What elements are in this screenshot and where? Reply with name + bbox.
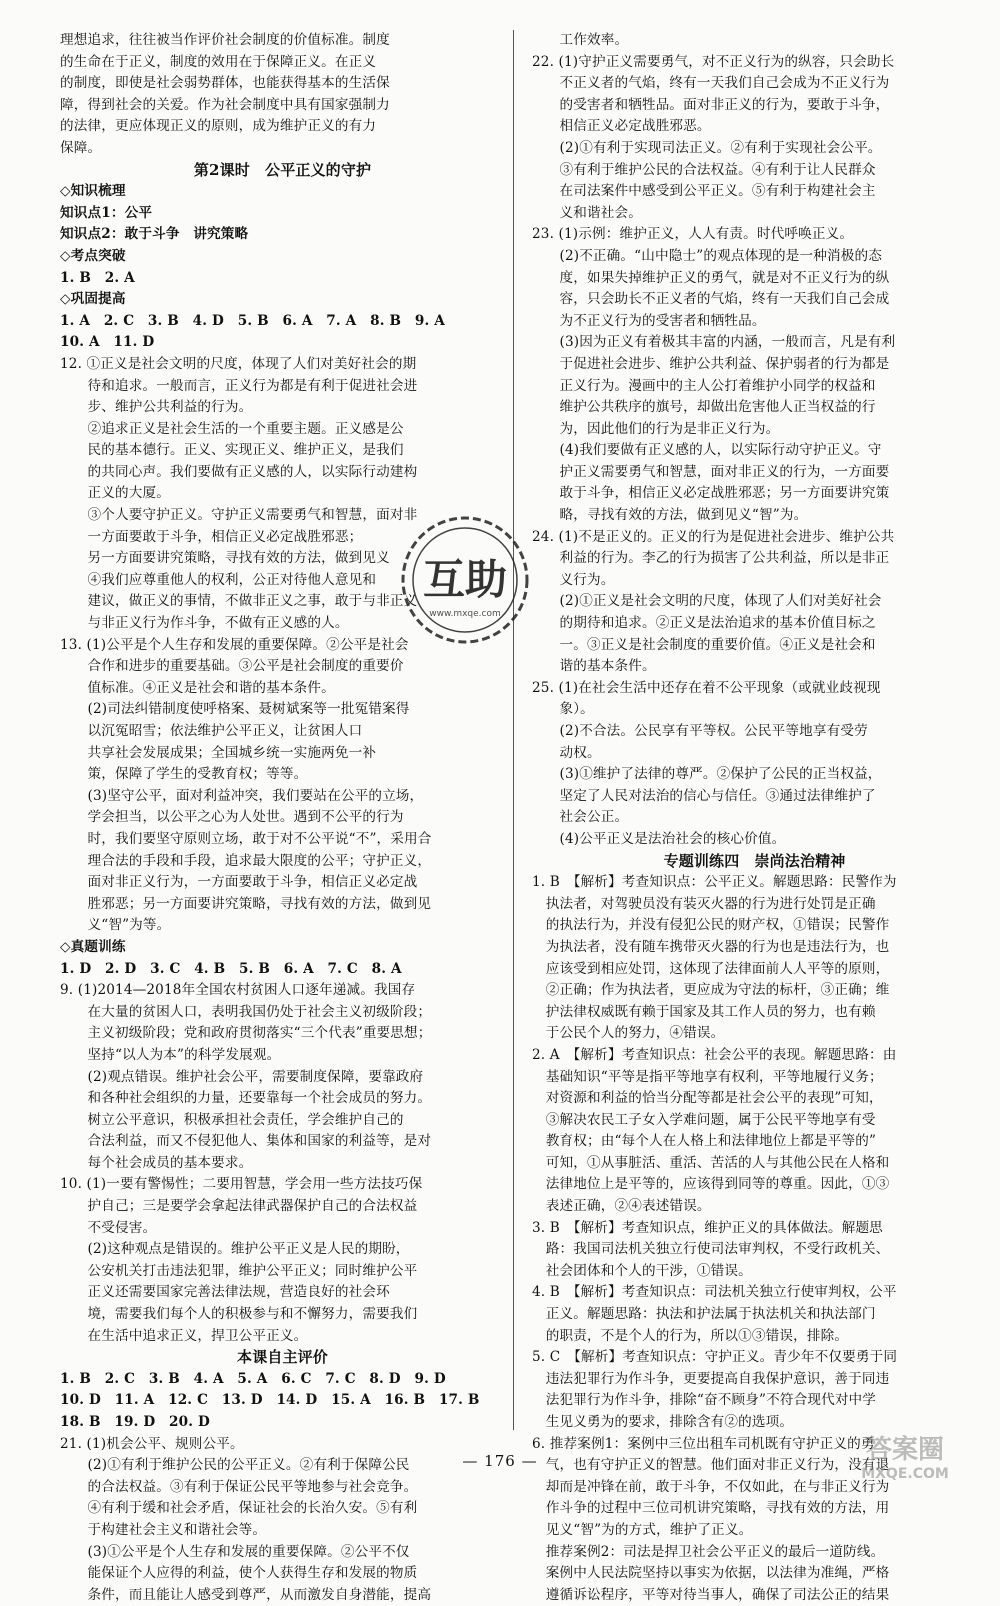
text-line: 于促进社会进步、维护公共利益、保护弱者的行为都是 [532, 355, 890, 372]
text-line: 的执法行为，并没有侵犯公民的财产权，①错误；民警作 [532, 917, 890, 934]
section-heading: 本课自主评价 [237, 1348, 328, 1367]
text-line: 于公民个人的努力，④错误。 [532, 1025, 725, 1042]
text-line: 遵循诉讼程序，平等对待当事人，确保了司法公正的结果 [532, 1586, 890, 1603]
watermark-logo [820, 1428, 990, 1483]
text-line: 步、维护公共利益的行为。 [60, 399, 253, 416]
text-line: 的制度，即使是社会弱势群体，也能获得基本的生活保 [60, 75, 390, 92]
text-line: (3)①维护了法律的尊严。②保护了公民的正当权益， [532, 766, 882, 783]
text-line: 不受侵害。 [60, 1219, 157, 1236]
text-line: 容，只会助长不正义者的气焰，终有一天我们自己会成 [532, 291, 890, 308]
section-heading: 第2课时 公平正义的守护 [193, 160, 372, 179]
text-line: 义行为。 [532, 571, 615, 588]
text-line: ◇考点突破 [60, 247, 126, 264]
text-line: 2. A 【解析】考查知识点：社会公平的表现。解题思路：由 [532, 1046, 897, 1063]
text-line: ◇巩固提高 [60, 291, 126, 308]
left-column [60, 30, 508, 1606]
text-line: 4. B 【解析】考查知识点：司法机关独立行使审判权，公平 [532, 1284, 897, 1301]
text-line: 共享社会发展成果；全国城乡统一实施两免一补 [60, 744, 377, 761]
text-line: 策，保障了学生的受教育权；等等。 [60, 766, 308, 783]
text-line: 的共同心声。我们要做有正义感的人，以实际行动建构 [60, 463, 418, 480]
text-line: ④有利于缓和社会矛盾，保证社会的长治久安。⑤有利 [60, 1500, 418, 1517]
text-line: 可知，①从事脏活、重活、苦活的人与其他公民在人格和 [532, 1154, 890, 1171]
text-line: 护自己；三是要学会拿起法律武器保护自己的合法权益 [60, 1198, 418, 1215]
text-line: (4)公平正义是法治社会的核心价值。 [532, 830, 786, 847]
text-line: 利益的行为。李乙的行为损害了公共利益，所以是非正 [532, 550, 890, 567]
text-line: 和各种社会组织的力量，还要靠每一个社会成员的努力。 [60, 1090, 432, 1107]
text-line: 见义“智”为的方式，维护了正义。 [532, 1521, 753, 1538]
text-line: 知识点2：敢于斗争 讲究策略 [60, 226, 249, 243]
text-line: 的生命在于正义，制度的效用在于保障正义。在正义 [60, 53, 377, 70]
text-line: 应该受到相应处罚，这体现了法律面前人人平等的原则， [532, 960, 890, 977]
text-line: 为，因此他们的行为是非正义行为。 [532, 420, 780, 437]
text-line: 正义还需要国家完善法律法规，营造良好的社会环 [60, 1284, 390, 1301]
text-line: 保障。 [60, 139, 102, 156]
watermark-logo-text: 答案圈 [865, 1435, 945, 1465]
text-line: 在生活中追求正义，捍卫公平正义。 [60, 1327, 308, 1344]
text-line: 3. B 【解析】考查知识点，维护正义的具体做法。解题思 [532, 1219, 883, 1236]
text-line: ②追求正义是社会生活的一个重要主题。正义感是公 [60, 420, 404, 437]
text-line: 社会公正。 [532, 809, 629, 826]
text-line: 胜邪恶；另一方面要讲究策略，寻找有效的方法，做到见 [60, 895, 432, 912]
text-line: 正义。解题思路：执法和护法属于执法机关和执法部门 [532, 1306, 876, 1323]
text-line: 执法者，对驾驶员没有装灭火器的行为进行处罚是正确 [532, 895, 876, 912]
text-line: 以沉冤昭雪；依法维护公平正义，让贫困人口 [60, 723, 363, 739]
text-line: 不正义者的气焰，终有一天我们自己会成为不正义行为 [532, 75, 890, 92]
text-line: ③解决农民工子女入学难问题，属于公民平等地享有受 [532, 1111, 876, 1128]
text-line: 9. (1)2014—2018年全国农村贫困人口逐年递减。我国存 [60, 982, 416, 999]
text-line: ③个人要守护正义。守护正义需要勇气和智慧，面对非 [60, 507, 418, 524]
text-line: 能保证个人应得的利益，使个人获得生存和发展的物质 [60, 1565, 418, 1582]
text-line: 时，我们要坚守原则立场，敢于对不公平说“不”，采用合 [60, 830, 432, 847]
text-line: 值标准。④正义是社会和谐的基本条件。 [60, 679, 335, 696]
text-line: 1. B 2. C 3. B 4. A 5. A 6. C 7. C 8. D 9. D [60, 1370, 446, 1387]
text-line: 另一方面要讲究策略，寻找有效的方法，做到见义 [60, 550, 390, 567]
text-line: (2)不合法。公民享有平等权。公民平等地享有受劳 [532, 723, 868, 739]
text-line: 护正义需要勇气和智慧，面对非正义的行为，一方面要 [532, 463, 890, 480]
text-line: 在司法案件中感受到公平正义。⑤有利于构建社会主 [532, 183, 876, 200]
text-line: 24. (1)不是正义的。正义的行为是促进社会进步、维护公共 [532, 528, 895, 545]
watermark-logo-url: MXQE.COM [861, 1466, 949, 1482]
text-line: 坚定了人民对法治的信心与信任。③通过法律维护了 [532, 787, 876, 804]
text-line: 合作和进步的重要基础。③公平是社会制度的重要价 [60, 658, 404, 675]
text-line: 1. A 2. C 3. B 4. D 5. B 6. A 7. A 8. B 9. A [60, 312, 445, 329]
text-line: 却而是冲锋在前，敢于斗争，不仅如此，在与非正义行为 [532, 1478, 890, 1495]
text-line: 正义的大厦。 [60, 485, 170, 502]
right-column [532, 30, 977, 1606]
text-line: 1. B 【解析】考查知识点：公平正义。解题思路：民警作为 [532, 874, 897, 891]
text-line: 作斗争的过程中三位司机讲究策略，寻找有效的方法，用 [532, 1500, 890, 1517]
text-line: 障，得到社会的关爱。作为社会制度中具有国家强制力 [60, 96, 390, 113]
text-line: 相信正义必定战胜邪恶。 [532, 118, 711, 135]
text-line: (2)①正义是社会文明的尺度，体现了人们对美好社会 [532, 593, 882, 610]
text-line: 度，如果失掉维护正义的勇气，就是对不正义行为的纵 [532, 269, 890, 286]
text-line: 主义初级阶段；党和政府贯彻落实“三个代表”重要思想； [60, 1025, 432, 1042]
text-line: 学会担当，以公平之心为人处世。遇到不公平的行为 [60, 809, 404, 826]
text-line: 的期待和追求。②正义是法治追求的基本价值目标之 [532, 615, 876, 632]
text-line: 为执法者，没有随车携带灭火器的行为也是违法行为，也 [532, 938, 890, 955]
text-line: 12. ①正义是社会文明的尺度，体现了人们对美好社会的期 [60, 355, 417, 372]
text-line: 13. (1)公平是个人生存和发展的重要保障。②公平是社会 [60, 636, 409, 653]
text-line: 气，也有守护正义的智慧。他们面对非正义行为，没有退 [532, 1457, 890, 1474]
text-line: 谐的基本条件。 [532, 658, 656, 675]
text-line: (2)①有利于维护公民的公平正义。②有利于保障公民 [60, 1457, 410, 1474]
mutual-help-stamp [393, 508, 538, 653]
text-line: 10. D 11. A 12. C 13. D 14. D 15. A 16. B 17. B [60, 1392, 480, 1409]
text-line: 在大量的贫困人口，表明我国仍处于社会主义初级阶段； [60, 1003, 432, 1020]
text-line: 6. 推荐案例1：案例中三位出租车司机既有守护正义的勇 [532, 1435, 875, 1452]
text-line: 工作效率。 [532, 32, 629, 48]
text-line: 推荐案例2：司法是捍卫社会公平正义的最后一道防线。 [532, 1543, 885, 1560]
text-line: 22. (1)守护正义需要勇气，对不正义行为的纵容，只会助长 [532, 53, 895, 70]
text-line: 理想追求，往往被当作评价社会制度的价值标准。制度 [60, 32, 390, 48]
stamp-subtext: www.mxqe.com [429, 609, 501, 619]
text-line: 义“智”为等。 [60, 917, 171, 934]
text-line: ◇真题训练 [60, 938, 126, 955]
text-line: 象）。 [532, 701, 594, 718]
text-line: 1. B 2. A [60, 269, 135, 286]
text-line: 敢于斗争，相信正义必定战胜邪恶；另一方面要讲究策 [532, 485, 890, 502]
text-line: 于构建社会主义和谐社会等。 [60, 1521, 267, 1538]
text-line: ②正确；作为执法者，更应成为守法的标杆，③正确；维 [532, 982, 890, 999]
text-line: 路：我国司法机关独立行使司法审判权，不受行政机关、 [532, 1241, 890, 1258]
text-line: 基础知识“平等是指平等地享有权利，平等地履行义务； [532, 1068, 883, 1085]
page-number: — 176 — [462, 1452, 538, 1470]
text-line: 与非正义行为作斗争，不做有正义感的人。 [60, 615, 349, 632]
text-line: 25. (1)在社会生活中还存在着不公平现象（或就业歧视现 [532, 679, 881, 696]
text-line: 社会团体和个人的干涉，①错误。 [532, 1262, 752, 1279]
text-line: 理合法的手段和手段，追求最大限度的公平；守护正义， [60, 852, 432, 869]
text-line: (2)不正确。“山中隐士”的观点体现的是一种消极的态 [532, 247, 883, 264]
text-line: (4)我们要做有正义感的人，以实际行动守护正义。守 [532, 442, 882, 459]
text-line: 民的基本德行。正义、实现正义、维护正义，是我们 [60, 442, 404, 459]
text-line: (2)司法纠错制度使呼格案、聂树斌案等一批冤错案得 [60, 701, 410, 718]
text-line: 护法律权威既有赖于国家及其工作人员的努力，也有赖 [532, 1003, 876, 1020]
text-line: 坚持“以人为本”的科学发展观。 [60, 1046, 281, 1063]
text-line: ③有利于维护公民的合法权益。④有利于让人民群众 [532, 161, 876, 178]
text-line: 条件，而且能让人感受到尊严，从而激发自身潜能，提高 [60, 1586, 432, 1603]
text-line: 动权。 [532, 744, 601, 761]
text-line: 建议，做正义的事情，不做非正义之事，敢于与非正义 [60, 593, 418, 610]
text-line: 法犯罪行为作斗争，排除“奋不顾身”不符合现代对中学 [532, 1392, 877, 1409]
text-line: 的法律，更应体现正义的原则，成为维护正义的有力 [60, 118, 377, 135]
text-line: 表述正确，②④表述错误。 [532, 1198, 711, 1215]
text-line: (2)观点错误。维护社会公平，需要制度保障，要靠政府 [60, 1068, 424, 1085]
text-line: 维护公共秩序的旗号，却做出危害他人正当权益的行 [532, 399, 876, 416]
text-line: 18. B 19. D 20. D [60, 1414, 210, 1430]
text-line: 生见义勇为的要求，排除含有②的选项。 [532, 1414, 794, 1430]
stamp-text: 互助 [422, 555, 508, 604]
text-line: 案例中人民法院坚持以事实为依据，以法律为准绳，严格 [532, 1565, 890, 1582]
text-line: 面对非正义行为，一方面要敢于斗争，相信正义必定战 [60, 874, 418, 891]
text-line: 每个社会成员的基本要求。 [60, 1154, 253, 1171]
text-line: (3)①公平是个人生存和发展的重要保障。②公平不仅 [60, 1543, 410, 1560]
text-line: 1. D 2. D 3. C 4. B 5. B 6. A 7. C 8. A [60, 960, 402, 977]
text-line: 为不正义行为的受害者和牺牲品。 [532, 312, 766, 329]
text-line: (2)①有利于实现司法正义。②有利于实现社会公平。 [532, 139, 882, 156]
text-line: 境，需要我们每个人的积极参与和不懈努力，需要我们 [60, 1306, 418, 1323]
text-line: (3)因为正义有着极其丰富的内涵，一般而言，凡是有利 [532, 334, 896, 351]
text-line: 一。③正义是社会制度的重要价值。④正义是社会和 [532, 636, 876, 653]
text-line: (3)坚守公平，面对利益冲突，我们要站在公平的立场， [60, 787, 424, 804]
text-line: 的职责，不是个人的行为，所以①③错误，排除。 [532, 1327, 849, 1344]
text-line: 略，寻找有效的方法，做到见义“智”为。 [532, 507, 808, 524]
text-line: (2)这种观点是错误的。维护公平正义是人民的期盼， [60, 1241, 410, 1258]
text-line: 正义行为。漫画中的主人公打着维护小同学的权益和 [532, 377, 876, 394]
text-line: ◇知识梳理 [60, 183, 126, 200]
column-divider [513, 30, 514, 1430]
text-line: 10. (1)一要有警惕性；二要用智慧，学会用一些方法技巧保 [60, 1176, 423, 1193]
text-line: 对资源和利益的恰当分配等都是社会公平的表现”可知， [532, 1090, 883, 1107]
text-line: 5. C 【解析】考查知识点：守护正义。青少年不仅要勇于同 [532, 1349, 898, 1366]
section-heading: 专题训练四 崇尚法治精神 [663, 851, 846, 870]
text-line: 的合法权益。③有利于保证公民平等地参与社会竞争。 [60, 1478, 418, 1495]
text-line: 义和谐社会。 [532, 204, 642, 221]
text-line: 待和追求。一般而言，正义行为都是有利于促进社会进 [60, 377, 418, 394]
text-line: ④我们应尊重他人的权利，公正对待他人意见和 [60, 571, 377, 588]
text-line: 21. (1)机会公平、规则公平。 [60, 1435, 244, 1452]
text-line: 10. A 11. D [60, 334, 155, 351]
text-line: 一方面要敢于斗争，相信正义必定战胜邪恶； [60, 528, 363, 545]
text-line: 树立公平意识，积极承担社会责任，学会维护自己的 [60, 1111, 404, 1128]
text-line: 合法利益，而又不侵犯他人、集体和国家的利益等，是对 [60, 1133, 432, 1150]
text-line: 法律地位上是平等的，应该得到同等的尊重。因此，①③ [532, 1176, 890, 1193]
text-line: 违法犯罪行为作斗争，更要提高自我保护意识，善于同违 [532, 1370, 890, 1387]
text-line: 23. (1)示例：维护正义，人人有责。时代呼唤正义。 [532, 226, 854, 243]
text-line: 知识点1：公平 [60, 204, 153, 221]
text-line: 公安机关打击违法犯罪，维护公平正义；同时维护公平 [60, 1262, 418, 1279]
text-line: 教育权；由“每个人在人格上和法律地位上都是平等的” [532, 1133, 877, 1150]
text-line: 的受害者和牺牲品。面对非正义的行为，要敢于斗争， [532, 96, 890, 113]
